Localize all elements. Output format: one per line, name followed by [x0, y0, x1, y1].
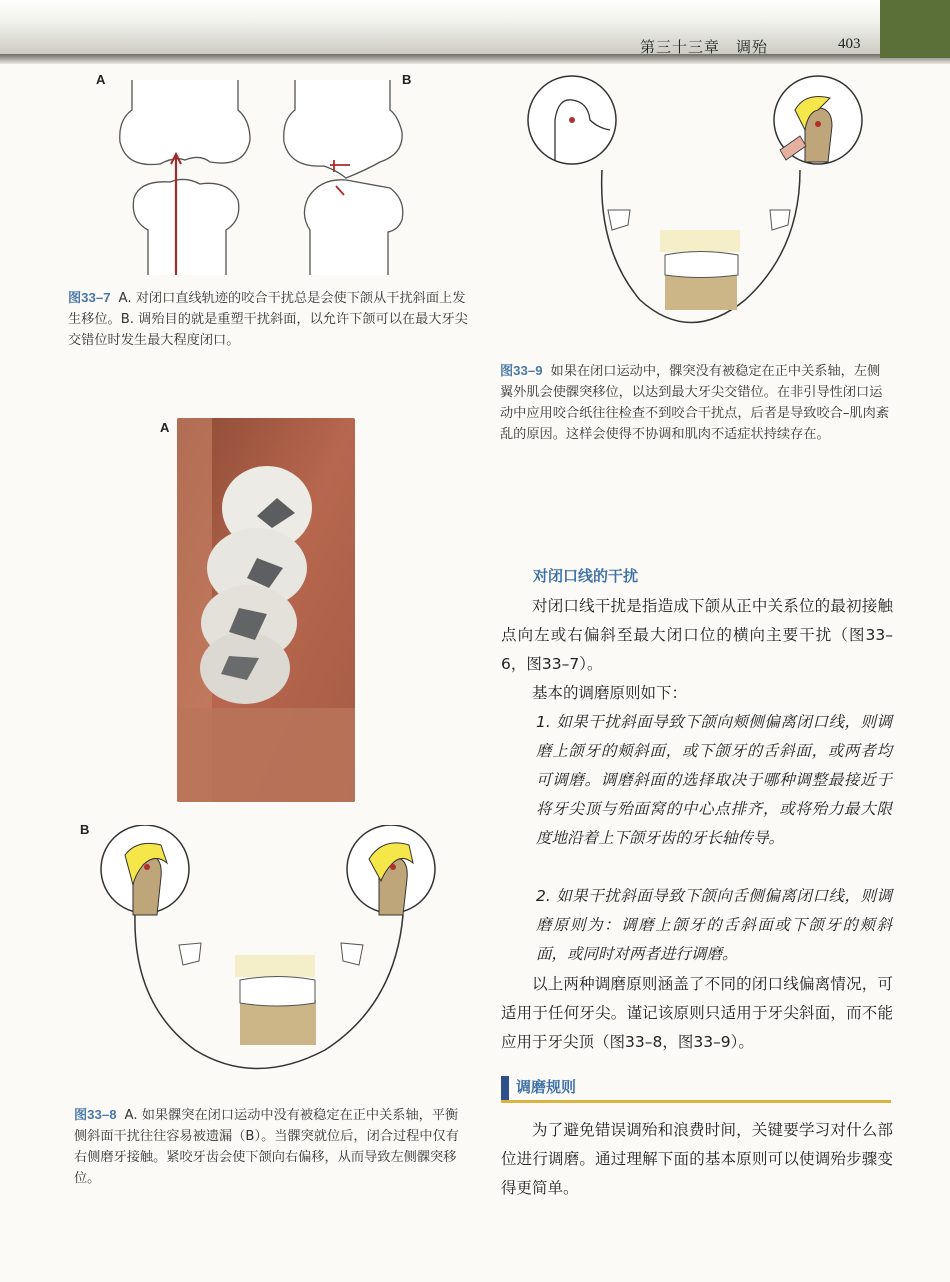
mouth-photo-image: [177, 418, 355, 802]
fig33-8a-photo: [177, 418, 355, 802]
fig33-8-caption-text: A. 如果髁突在闭口运动中没有被稳定在正中关系轴，平衡侧斜面干扰往往容易被遗漏（B）。当髁突就位后，闭合过程中仅有右侧磨牙接触。紧咬牙齿会使下颌向右偏移，从而导致左侧髁突移位。: [74, 1108, 459, 1186]
fig33-8b-illustration: [95, 825, 445, 1095]
section1-paragraph-3: 以上两种调磨原则涵盖了不同的闭口线偏离情况，可适用于任何牙尖。谨记该原则只适用于牙尖斜面，而不能应用于牙尖顶（图33–8，图33–9）。: [501, 975, 893, 1051]
fig33-7-caption: [68, 287, 468, 351]
section1-paragraph-2: 基本的调磨原则如下：: [532, 684, 688, 702]
header-rule: [0, 54, 950, 64]
section-heading-closure-line: 对闭口线的干扰: [533, 567, 639, 585]
fig33-8-caption: [74, 1104, 466, 1189]
fig33-9-caption: [500, 360, 892, 445]
fig33-9-caption-text: 如果在闭口运动中，髁突没有被稳定在正中关系轴，左侧翼外肌会使髁突移位，以达到最大牙尖交错位。在非引导性闭口运动中应用咬合纸往往检查不到咬合干扰点，后者是导致咬合–肌肉紊乱的原因。这样会使得不协调和肌肉不适症状持续存在。: [500, 364, 890, 442]
rule-item-1: 1. 如果干扰斜面导致下颌向颊侧偏离闭口线，则调磨上颌牙的颊斜面，或下颌牙的舌斜面，或两者均可调磨。调磨斜面的选择取决于哪种调整最接近于将牙尖顶与殆面窝的中心点排齐，或将殆力最大限度地沿着上下颌牙齿的牙长轴传导。: [536, 713, 892, 847]
fig33-9-label: 图33–9: [500, 363, 543, 378]
section-marker-bar: [501, 1076, 509, 1100]
chapter-title: 第三十三章 调殆: [640, 38, 769, 56]
section1-paragraph-1: 对闭口线干扰是指造成下颌从正中关系位的最初接触点向左或右偏斜至最大闭口位的横向主要干扰（图33–6，图33–7）。: [501, 597, 893, 673]
fig33-7-caption-text: A. 对闭口直线轨迹的咬合干扰总是会使下颌从干扰斜面上发生移位。B. 调殆目的就是重塑干扰斜面，以允许下颌可以在最大牙尖交错位时发生最大程度闭口。: [68, 291, 468, 348]
section-underline: [501, 1100, 891, 1103]
rule-item-2: 2. 如果干扰斜面导致下颌向舌侧偏离闭口线，则调磨原则为：调磨上颌牙的舌斜面或下颌牙的颊斜面，或同时对两者进行调磨。: [536, 887, 892, 963]
fig33-7-letter-a: A: [96, 72, 106, 87]
fig33-7a-illustration: [110, 80, 260, 275]
fig33-7-label: 图33–7: [68, 290, 111, 305]
page-number: 403: [838, 36, 861, 52]
fig33-8-letter-a: A: [160, 420, 170, 435]
section2-paragraph-1: 为了避免错误调殆和浪费时间，关键要学习对什么部位进行调磨。通过理解下面的基本原则可以使调殆步骤变得更简单。: [501, 1121, 893, 1197]
section-heading-rules: 调磨规则: [516, 1078, 577, 1096]
fig33-8-label: 图33–8: [74, 1107, 117, 1122]
fig33-7b-illustration: [280, 80, 410, 275]
header-color-tab: [880, 0, 950, 58]
fig33-8-letter-b: B: [80, 822, 90, 837]
fig33-7-letter-b: B: [402, 72, 412, 87]
fig33-9-illustration: [500, 70, 880, 355]
